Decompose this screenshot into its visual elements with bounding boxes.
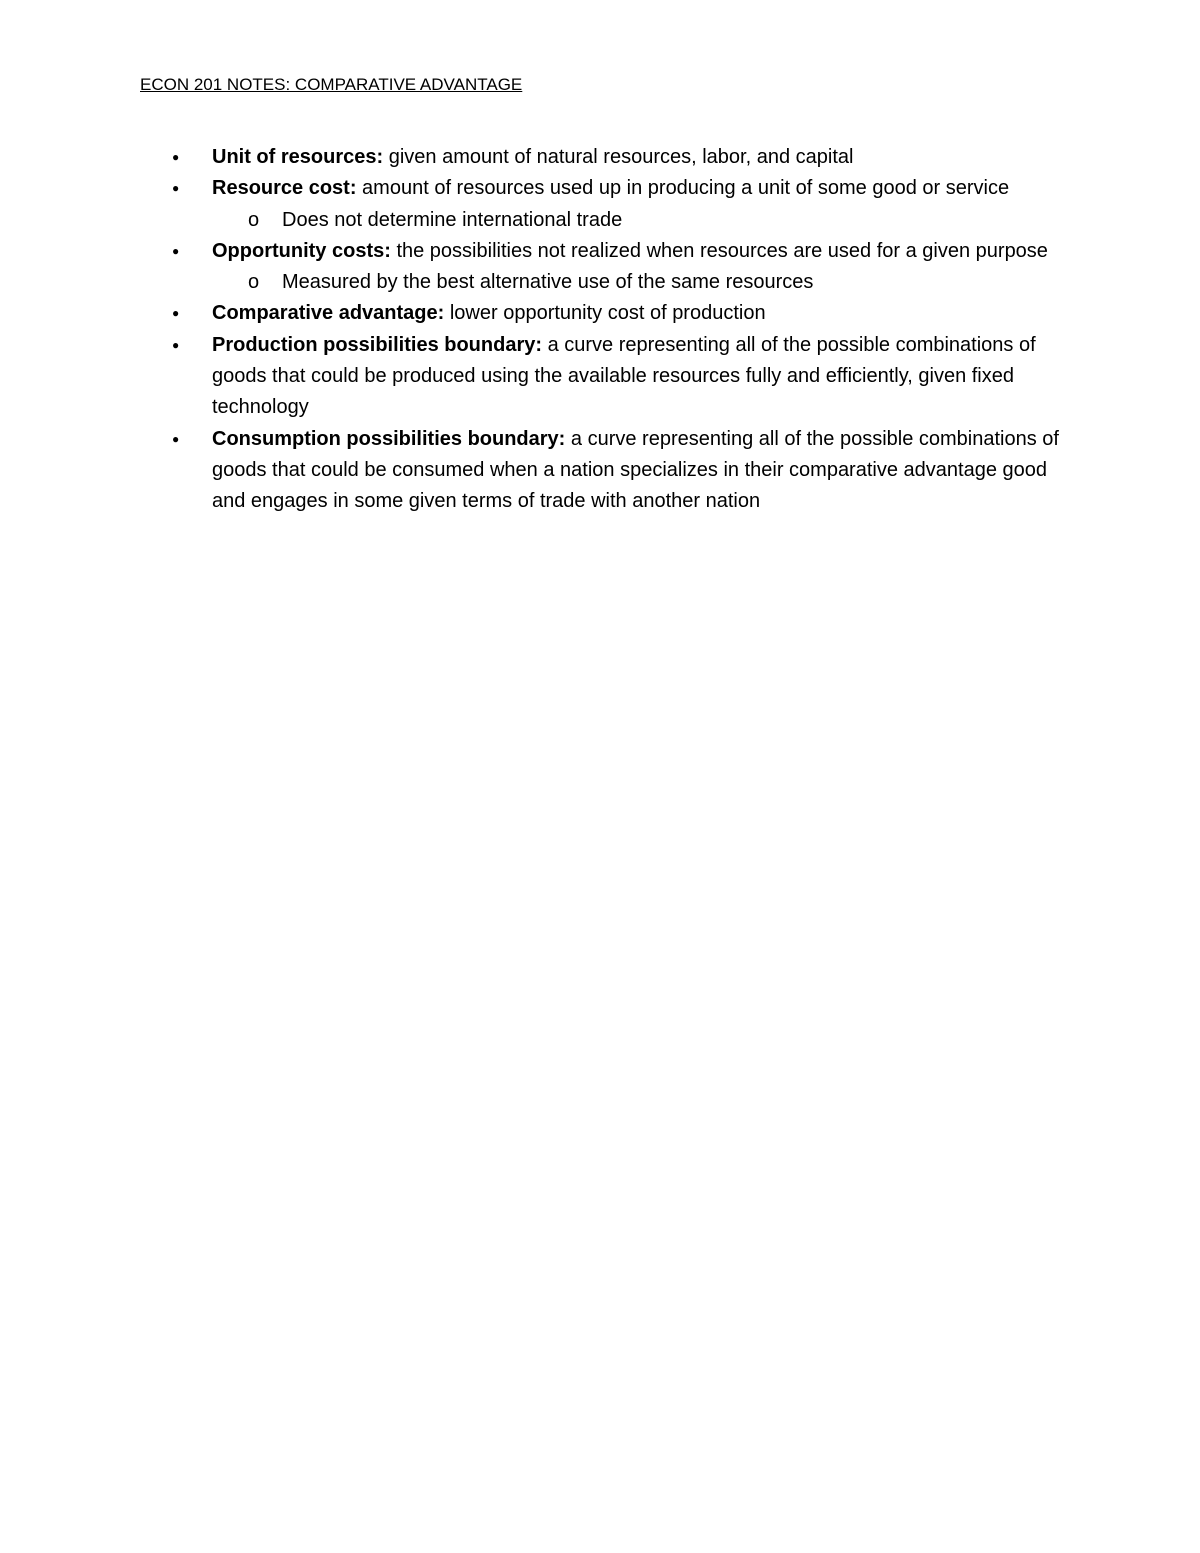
list-item (172, 298, 1062, 329)
list-item (172, 424, 1062, 518)
list-item (172, 142, 1062, 173)
definition: amount of resources used up in producing a unit of some good or service (356, 177, 1010, 200)
term: Comparative advantage: (212, 302, 445, 325)
definition: lower opportunity cost of production (444, 302, 766, 325)
list-item (172, 236, 1062, 299)
definition: a curve representing all of the possible combinations of goods that could be consumed when a nation specializes in their comparative advantage good and engages in some given terms of trade with another nation (212, 427, 1059, 513)
list-item (172, 173, 1062, 236)
sub-item: o Measured by the best alternative use of the same resources (212, 267, 1062, 298)
term: Resource cost: (212, 177, 357, 200)
list-item (172, 330, 1062, 424)
term: Consumption possibilities boundary: (212, 427, 566, 450)
term: Opportunity costs: (212, 239, 391, 262)
definition: the possibilities not realized when resources are used for a given purpose (390, 239, 1048, 262)
definition: given amount of natural resources, labor, and capital (383, 146, 854, 168)
term: Unit of resources: (212, 146, 384, 168)
term: Production possibilities boundary: (212, 333, 543, 356)
sub-item: o Does not determine international trade (212, 205, 1062, 236)
definition: a curve representing all of the possible combinations of goods that could be produced using the available resources fully and efficiently, given fixed technology (212, 333, 1036, 419)
page-title: ECON 201 NOTES: COMPARATIVE ADVANTAGE (140, 75, 523, 94)
notes-list (172, 142, 1062, 518)
